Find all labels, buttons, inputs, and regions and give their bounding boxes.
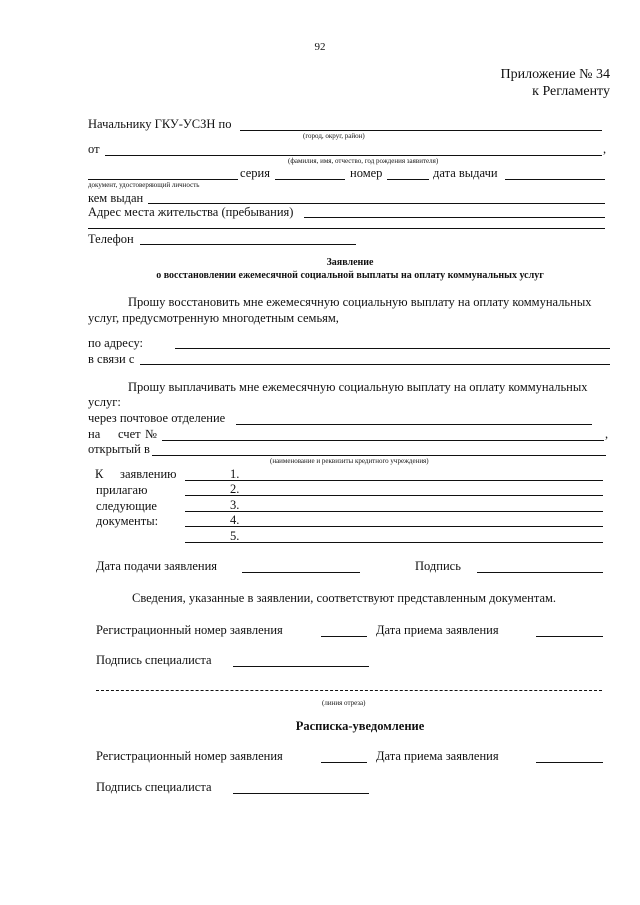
to-head-field[interactable] (240, 130, 602, 131)
submit-date-field[interactable] (242, 572, 360, 573)
cut-line-hint: (линия отреза) (322, 699, 366, 707)
reg-number-field[interactable] (321, 636, 367, 637)
attach-word-attach: прилагаю (96, 483, 148, 497)
from-field[interactable] (105, 155, 602, 156)
bank-hint: (наименование и реквизиты кредитного учреждения) (270, 457, 429, 465)
by-address-label: по адресу: (88, 336, 144, 350)
para1-line1: Прошу восстановить мне ежемесячную социальную выплату на оплату коммунальных (128, 295, 592, 309)
post-office-label: через почтовое отделение (88, 411, 226, 425)
attach-word-documents: документы: (96, 514, 159, 528)
receipt-accept-date-label: Дата приема заявления (376, 749, 499, 763)
specialist-sign-label: Подпись специалиста (96, 653, 212, 667)
receipt-reg-number-field[interactable] (321, 762, 367, 763)
para1-line2: услуг, предусмотренную многодетным семьям, (88, 311, 339, 325)
account-comma: , (605, 427, 609, 441)
attach-num-3: 3. (230, 498, 240, 512)
issue-date-field[interactable] (505, 179, 605, 180)
to-head-label: Начальнику ГКУ-УСЗН по (88, 117, 232, 131)
from-label: от (88, 142, 100, 156)
series-field[interactable] (275, 179, 345, 180)
sign-field[interactable] (477, 572, 603, 573)
due-to-label: в связи с (88, 352, 135, 366)
receipt-accept-date-field[interactable] (536, 762, 603, 763)
document-subtitle: о восстановлении ежемесячной социальной выплаты на оплату коммунальных услуг (156, 270, 544, 281)
attach-num-4: 4. (230, 513, 240, 527)
issued-by-field[interactable] (148, 203, 605, 204)
issued-by-label: кем выдан (88, 191, 144, 205)
address-field-2[interactable] (88, 228, 605, 229)
para2-line2: услуг: (88, 395, 121, 409)
attach-num-1: 1. (230, 467, 240, 481)
attach-word-application: заявлению (120, 467, 177, 481)
confirm-text: Сведения, указанные в заявлении, соответствуют представленным документам. (132, 591, 557, 605)
doc-type-field[interactable] (88, 179, 238, 180)
cut-line (96, 690, 602, 691)
phone-label: Телефон (88, 232, 134, 246)
accept-date-label: Дата приема заявления (376, 623, 499, 637)
accept-date-field[interactable] (536, 636, 603, 637)
series-label: серия (240, 166, 270, 180)
opened-in-field[interactable] (152, 455, 606, 456)
submit-date-label: Дата подачи заявления (96, 559, 218, 573)
document-title: Заявление (326, 257, 374, 268)
account-schet: счет (118, 427, 141, 441)
receipt-specialist-sign-label: Подпись специалиста (96, 780, 212, 794)
appendix-number: Приложение № 34 (500, 67, 610, 82)
doc-hint: документ, удостоверяющий личность (88, 181, 200, 189)
attach-field-5[interactable] (185, 542, 603, 543)
attach-field-3[interactable] (185, 511, 603, 512)
attach-field-2[interactable] (185, 495, 603, 496)
from-comma: , (603, 142, 607, 156)
para2-line1: Прошу выплачивать мне ежемесячную социальную выплату на оплату коммунальных (128, 380, 588, 394)
number-label: номер (350, 166, 383, 180)
attach-field-1[interactable] (185, 480, 603, 481)
to-head-hint: (город, округ, район) (303, 132, 365, 140)
receipt-reg-number-label: Регистрационный номер заявления (96, 749, 283, 763)
receipt-specialist-sign-field[interactable] (233, 793, 369, 794)
attach-word-following: следующие (96, 499, 157, 513)
attach-field-4[interactable] (185, 526, 603, 527)
account-no: № (145, 427, 157, 441)
attach-num-2: 2. (230, 482, 240, 496)
address-label: Адрес места жительства (пребывания) (88, 205, 294, 219)
account-field[interactable] (162, 440, 604, 441)
attach-num-5: 5. (230, 529, 240, 543)
account-na: на (88, 427, 101, 441)
from-hint: (фамилия, имя, отчество, год рождения заявителя) (288, 157, 439, 165)
receipt-title: Расписка-уведомление (295, 719, 425, 733)
sign-label: Подпись (415, 559, 461, 573)
number-field[interactable] (387, 179, 429, 180)
issue-date-label: дата выдачи (433, 166, 498, 180)
specialist-sign-field[interactable] (233, 666, 369, 667)
reglament-label: к Регламенту (532, 84, 610, 99)
phone-field[interactable] (140, 244, 356, 245)
address-field[interactable] (304, 217, 605, 218)
page-number: 92 (314, 41, 326, 53)
opened-in-label: открытый в (88, 442, 150, 456)
due-to-field[interactable] (140, 364, 610, 365)
post-office-field[interactable] (236, 424, 592, 425)
attach-word-k: К (95, 467, 104, 481)
reg-number-label: Регистрационный номер заявления (96, 623, 283, 637)
by-address-field[interactable] (175, 348, 610, 349)
